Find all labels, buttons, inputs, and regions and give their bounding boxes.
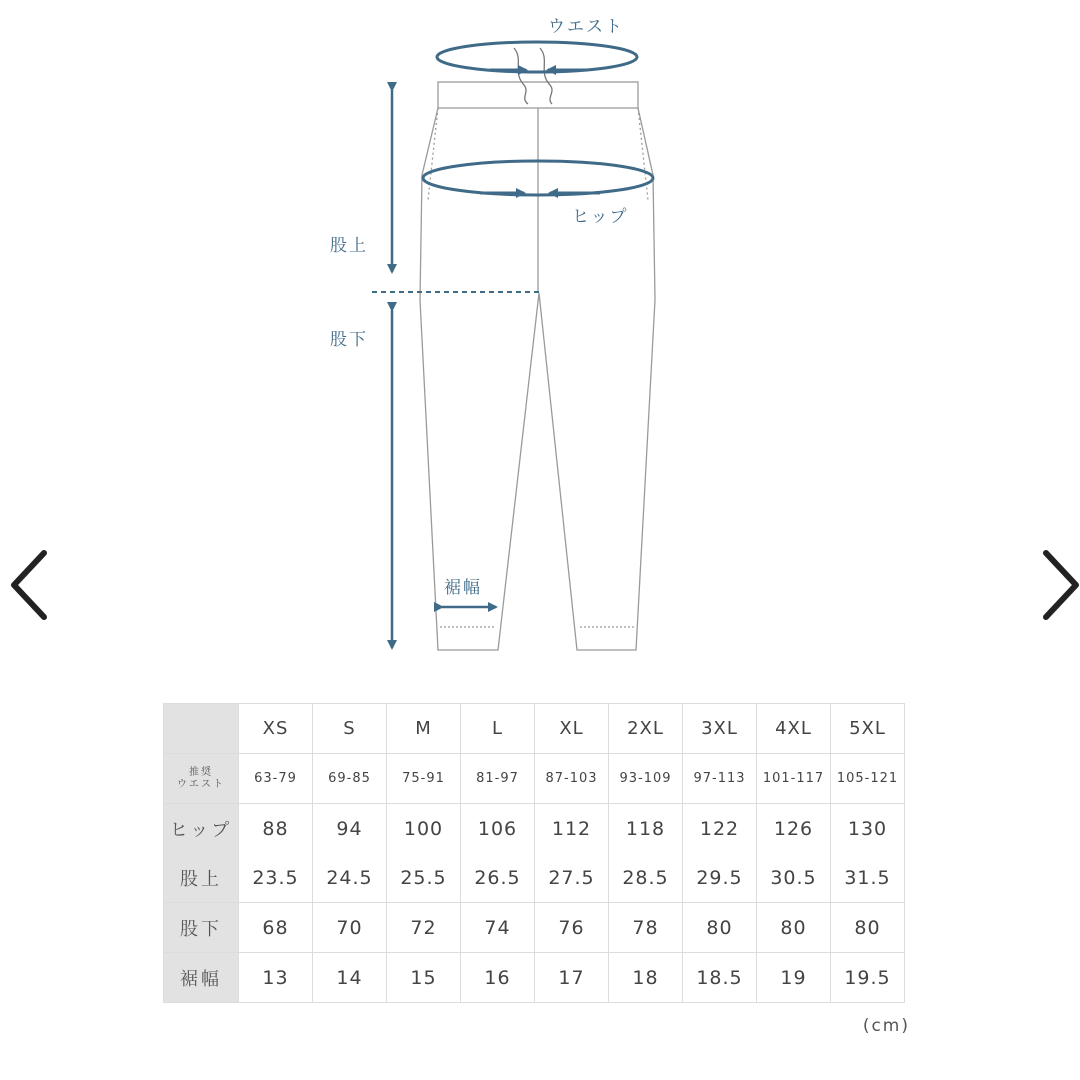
size-chart-table (163, 703, 905, 1003)
size-header: 3XL (683, 704, 757, 754)
table-cell: 72 (387, 903, 461, 953)
table-cell: 16 (461, 953, 535, 1003)
size-header: S (313, 704, 387, 754)
rise-label: 股上 (330, 236, 368, 256)
table-cell: 97-113 (683, 754, 757, 804)
table-cell: 76 (535, 903, 609, 953)
size-header: XS (239, 704, 313, 754)
table-cell: 101-117 (757, 754, 831, 804)
table-cell: 118 (609, 804, 683, 854)
hem-label: 裾幅 (444, 578, 482, 598)
table-cell: 18 (609, 953, 683, 1003)
table-cell: 24.5 (313, 853, 387, 903)
table-cell: 17 (535, 953, 609, 1003)
row-label-waist (164, 754, 239, 804)
waist-row (164, 754, 905, 804)
table-cell: 130 (831, 804, 905, 854)
table-cell: 106 (461, 804, 535, 854)
table-cell: 94 (313, 804, 387, 854)
size-header: 5XL (831, 704, 905, 754)
table-cell: 74 (461, 903, 535, 953)
row-label-hem: 裾幅 (164, 953, 239, 1003)
size-header-row (164, 704, 905, 754)
inseam-row (164, 903, 905, 953)
size-header: XL (535, 704, 609, 754)
row-label-inseam: 股下 (164, 903, 239, 953)
table-cell: 69-85 (313, 754, 387, 804)
table-cell: 29.5 (683, 853, 757, 903)
table-cell: 14 (313, 953, 387, 1003)
unit-label: (cm) (862, 1016, 910, 1036)
table-cell: 112 (535, 804, 609, 854)
table-cell: 63-79 (239, 754, 313, 804)
table-cell: 78 (609, 903, 683, 953)
table-cell: 18.5 (683, 953, 757, 1003)
row-label-top: 推奨 (189, 766, 213, 778)
table-cell: 70 (313, 903, 387, 953)
size-header: 4XL (757, 704, 831, 754)
table-cell: 68 (239, 903, 313, 953)
table-cell: 88 (239, 804, 313, 854)
table-cell: 23.5 (239, 853, 313, 903)
inseam-label: 股下 (330, 330, 368, 350)
table-cell: 80 (683, 903, 757, 953)
table-cell: 100 (387, 804, 461, 854)
hip-row (164, 804, 905, 854)
corner-cell (164, 704, 239, 754)
table-cell: 13 (239, 953, 313, 1003)
table-cell: 25.5 (387, 853, 461, 903)
table-cell: 30.5 (757, 853, 831, 903)
rise-row (164, 853, 905, 903)
table-cell: 28.5 (609, 853, 683, 903)
size-header: 2XL (609, 704, 683, 754)
hem-row (164, 953, 905, 1003)
table-cell: 126 (757, 804, 831, 854)
row-label-bottom: ウエスト (177, 778, 225, 790)
table-cell: 27.5 (535, 853, 609, 903)
hip-label: ヒップ (572, 207, 629, 227)
table-cell: 93-109 (609, 754, 683, 804)
table-cell: 81-97 (461, 754, 535, 804)
table-cell: 105-121 (831, 754, 905, 804)
table-cell: 75-91 (387, 754, 461, 804)
table-cell: 19 (757, 953, 831, 1003)
table-cell: 31.5 (831, 853, 905, 903)
waist-measure (437, 42, 637, 72)
size-header: L (461, 704, 535, 754)
row-label-rise: 股上 (164, 853, 239, 903)
size-header: M (387, 704, 461, 754)
table-cell: 122 (683, 804, 757, 854)
row-label-hip: ヒップ (164, 804, 239, 854)
table-cell: 80 (831, 903, 905, 953)
table-cell: 15 (387, 953, 461, 1003)
table-cell: 19.5 (831, 953, 905, 1003)
waist-label: ウエスト (548, 17, 624, 37)
table-cell: 80 (757, 903, 831, 953)
table-cell: 26.5 (461, 853, 535, 903)
table-cell: 87-103 (535, 754, 609, 804)
